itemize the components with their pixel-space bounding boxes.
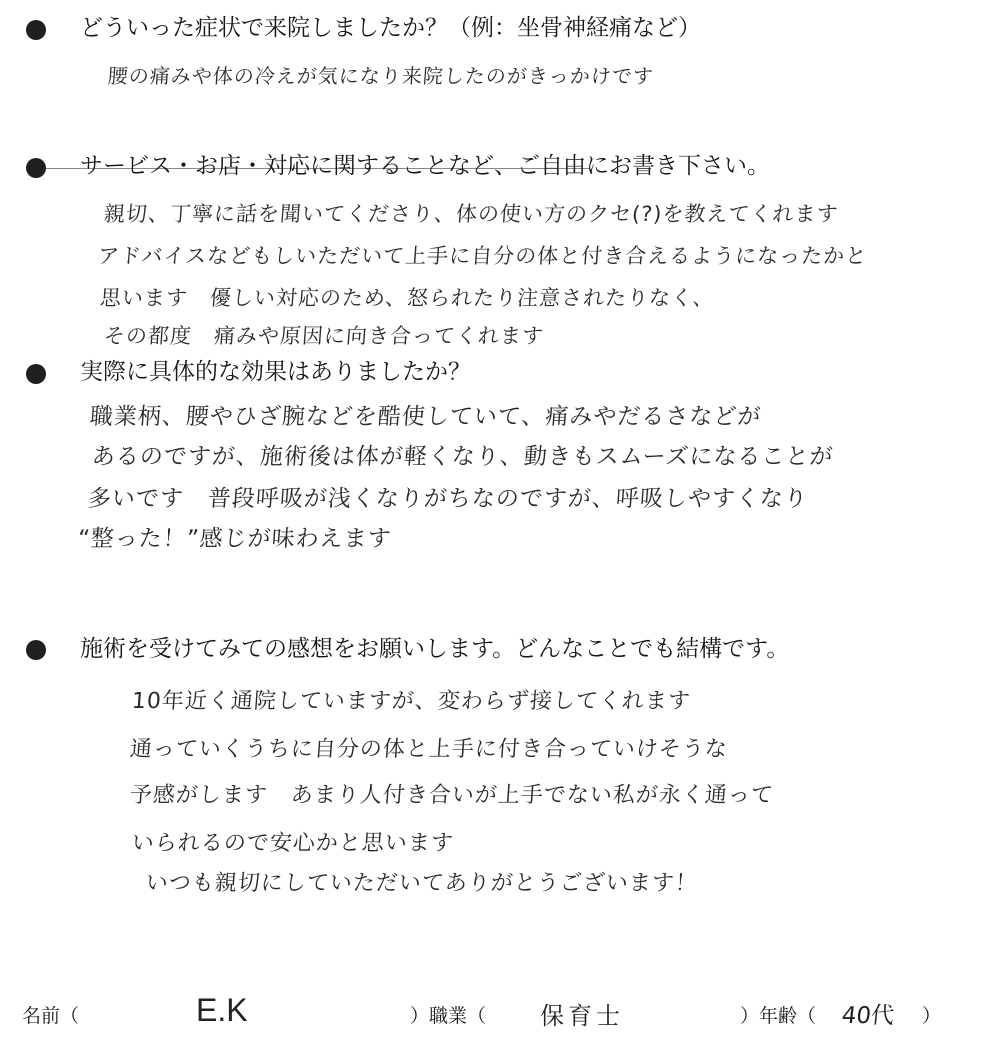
- question-bullet-2: [26, 158, 46, 178]
- question-bullet-1: [26, 20, 46, 40]
- answer-1-line-1: 腰の痛みや体の冷えが気になり来院したのがきっかけです: [107, 64, 655, 88]
- name-label: 名前（: [22, 1005, 80, 1027]
- answer-2-line-4: その都度 痛みや原因に向き合ってくれます: [103, 324, 545, 348]
- answer-2-line-1: 親切、丁寧に話を聞いてくださり、体の使い方のクセ(?)を教えてくれます: [103, 202, 840, 226]
- question-3: 実際に具体的な効果はありましたか？: [80, 359, 471, 385]
- answer-4-line-5: いつも親切にしていただいてありがとうございます！: [144, 871, 699, 896]
- question-4: 施術を受けてみての感想をお願いします。どんなことでも結構です。: [80, 636, 790, 662]
- answer-4-line-3: 予感がします あまり人付き合いが上手でない私が永く通って: [128, 783, 775, 808]
- answer-2-line-3: 思います 優しい対応のため、怒られたり注意されたりなく、: [99, 286, 716, 310]
- age-label: ）年齢（: [740, 1005, 817, 1027]
- answer-4-line-2: 通っていくうちに自分の体と上手に付き合っていけそうな: [128, 737, 729, 762]
- occupation-label: ）職業（: [410, 1005, 487, 1027]
- answer-4-line-4: いられるので安心かと思います: [130, 831, 455, 856]
- answer-3-line-3: 多いです 普段呼吸が浅くなりがちなのですが、呼吸しやすくなり: [86, 486, 809, 512]
- answer-2-line-2: アドバイスなどもしいただいて上手に自分の体と付き合えるようになったかと: [97, 244, 869, 268]
- occupation-value: 保育士: [540, 1002, 624, 1030]
- question-bullet-3: [26, 364, 46, 384]
- age-value: 40代: [840, 1003, 896, 1029]
- answer-3-line-2: あるのですが、施術後は体が軽くなり、動きもスムーズになることが: [90, 444, 835, 470]
- question-1: どういった症状で来院しましたか？（例：坐骨神経痛など）: [80, 15, 701, 41]
- answer-4-line-1: 10年近く通院していますが、変わらず接してくれます: [130, 689, 692, 714]
- age-close: ）: [922, 1005, 942, 1027]
- question-bullet-4: [26, 640, 46, 660]
- answer-3-line-1: 職業柄、腰やひざ腕などを酷使していて、痛みやだるさなどが: [88, 404, 763, 430]
- question-2: サービス・お店・対応に関することなど、ご自由にお書き下さい。: [80, 153, 770, 179]
- name-value: E.K: [196, 992, 248, 1028]
- answer-3-line-4: “整った！”感じが味わえます: [76, 526, 393, 552]
